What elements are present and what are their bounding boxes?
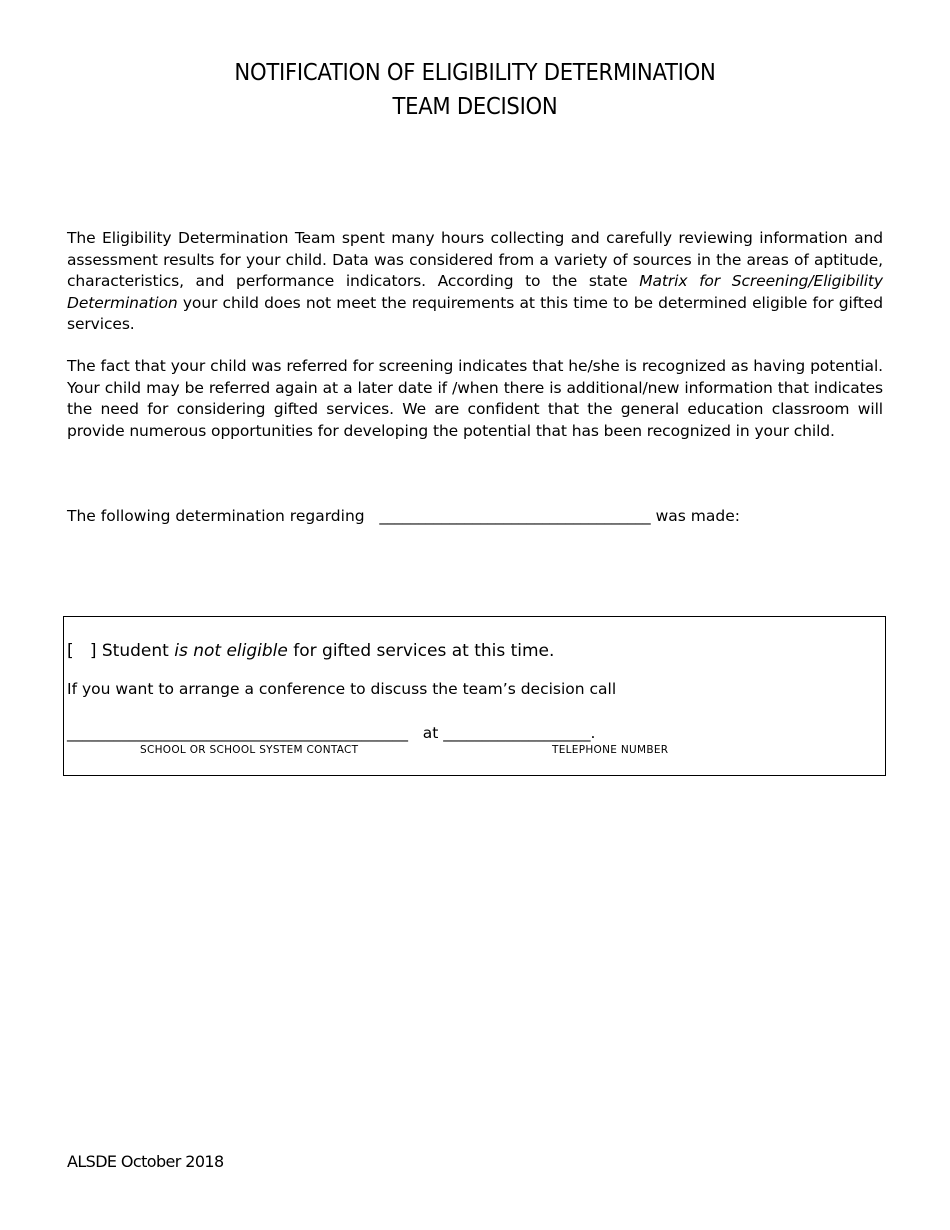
contact-line-period: .	[590, 724, 596, 742]
paragraph-eligibility-review	[67, 228, 883, 336]
determination-prefix: The following determination regarding	[67, 507, 365, 525]
paragraph-referral-potential: The fact that your child was referred for screening indicates that he/she is recognized as having potential. Your child may be referred again at a later date if /when there is additional/new information that indicates the need for considering gifted services. We are confident that the general education classroom will provide numerous opportunities for developing the potential that has been recognized in your child.	[67, 357, 883, 440]
footer-revision: ALSDE October 2018	[67, 1152, 224, 1171]
decision-box	[63, 616, 886, 776]
at-label: at	[422, 724, 439, 742]
not-eligible-checkbox[interactable]: [ ]	[67, 641, 97, 661]
telephone-field-label: TELEPHONE NUMBER	[552, 744, 669, 756]
contact-blank[interactable]: ____________________________________________	[67, 724, 408, 742]
conference-instructions: If you want to arrange a conference to discuss the team’s decision call	[67, 680, 617, 698]
contact-line	[67, 723, 595, 743]
status-text-end: for gifted services at this time.	[287, 641, 555, 661]
paragraph-1-text-end: your child does not meet the requirements at this time to be determined eligible for gifted services.	[67, 293, 883, 333]
paragraph-1-text-start: The Eligibility Determination Team spent many hours collecting and carefully reviewing information and assessment results for your child. Data was considered from a variety of sources in the areas of aptitude, characteristics, and performance indicators. According to the state	[67, 229, 883, 290]
not-eligible-statement	[67, 639, 554, 663]
determination-suffix: was made:	[655, 507, 740, 525]
telephone-blank[interactable]: ___________________	[443, 724, 591, 742]
document-title-line-2: TEAM DECISION	[392, 94, 558, 120]
contact-field-label: SCHOOL OR SCHOOL SYSTEM CONTACT	[140, 744, 359, 756]
status-emphasis: is not eligible	[174, 641, 288, 661]
document-title-line-1: NOTIFICATION OF ELIGIBILITY DETERMINATION	[234, 60, 716, 86]
status-text-start: Student	[101, 641, 175, 661]
matrix-reference: Matrix for Screening/Eligibility Determination	[67, 272, 883, 312]
student-name-blank[interactable]: ___________________________________	[379, 507, 651, 525]
determination-line	[67, 506, 740, 527]
